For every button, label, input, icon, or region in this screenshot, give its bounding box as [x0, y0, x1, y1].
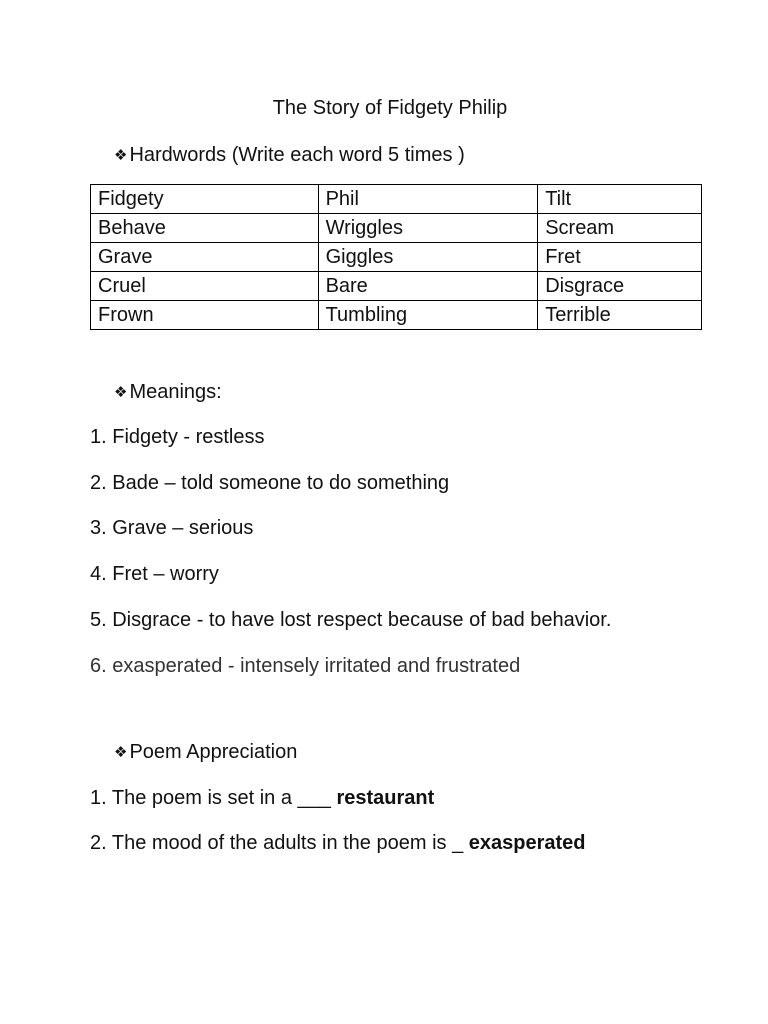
meanings-heading — [114, 380, 222, 406]
table-cell: Grave — [91, 243, 319, 272]
poem-appreciation-heading-text: Poem Appreciation — [129, 741, 298, 763]
meanings-heading-text: Meanings: — [129, 381, 222, 403]
table-cell: Frown — [91, 301, 319, 330]
table-row — [91, 214, 702, 243]
meaning-item: 5. Disgrace - to have lost respect because of bad behavior. — [90, 609, 612, 631]
table-cell: Tilt — [538, 185, 702, 214]
page-title: The Story of Fidgety Philip — [272, 97, 508, 119]
table-cell: Cruel — [91, 272, 319, 301]
appreciation-question: 2. The mood of the adults in the poem is _ — [90, 832, 469, 854]
hardwords-heading — [114, 143, 465, 169]
table-cell: Bare — [318, 272, 538, 301]
table-row — [91, 272, 702, 301]
table-cell: Scream — [538, 214, 702, 243]
table-cell: Behave — [91, 214, 319, 243]
table-cell: Tumbling — [318, 301, 538, 330]
table-cell: Fret — [538, 243, 702, 272]
table-cell: Fidgety — [91, 185, 319, 214]
diamond-bullet-icon: ❖ — [114, 147, 128, 164]
appreciation-item — [90, 786, 434, 810]
hardwords-heading-text: Hardwords (Write each word 5 times ) — [129, 144, 465, 166]
appreciation-item — [90, 831, 586, 855]
hardwords-table — [90, 184, 702, 330]
meaning-item: 1. Fidgety - restless — [90, 426, 265, 448]
meaning-item: 2. Bade – told someone to do something — [90, 472, 450, 494]
meaning-item: 3. Grave – serious — [90, 517, 254, 539]
table-cell: Terrible — [538, 301, 702, 330]
diamond-bullet-icon: ❖ — [114, 744, 128, 761]
table-cell: Wriggles — [318, 214, 538, 243]
diamond-bullet-icon: ❖ — [114, 384, 128, 401]
table-cell: Phil — [318, 185, 538, 214]
appreciation-question: 1. The poem is set in a ___ — [90, 787, 337, 809]
poem-appreciation-heading — [114, 740, 297, 766]
table-cell: Giggles — [318, 243, 538, 272]
table-row — [91, 301, 702, 330]
appreciation-answer: exasperated — [468, 832, 586, 854]
table-row — [91, 185, 702, 214]
table-row — [91, 243, 702, 272]
meaning-item: 6. exasperated - intensely irritated and frustrated — [90, 655, 521, 677]
table-cell: Disgrace — [538, 272, 702, 301]
meaning-item: 4. Fret – worry — [90, 563, 219, 585]
appreciation-answer: restaurant — [336, 787, 435, 809]
